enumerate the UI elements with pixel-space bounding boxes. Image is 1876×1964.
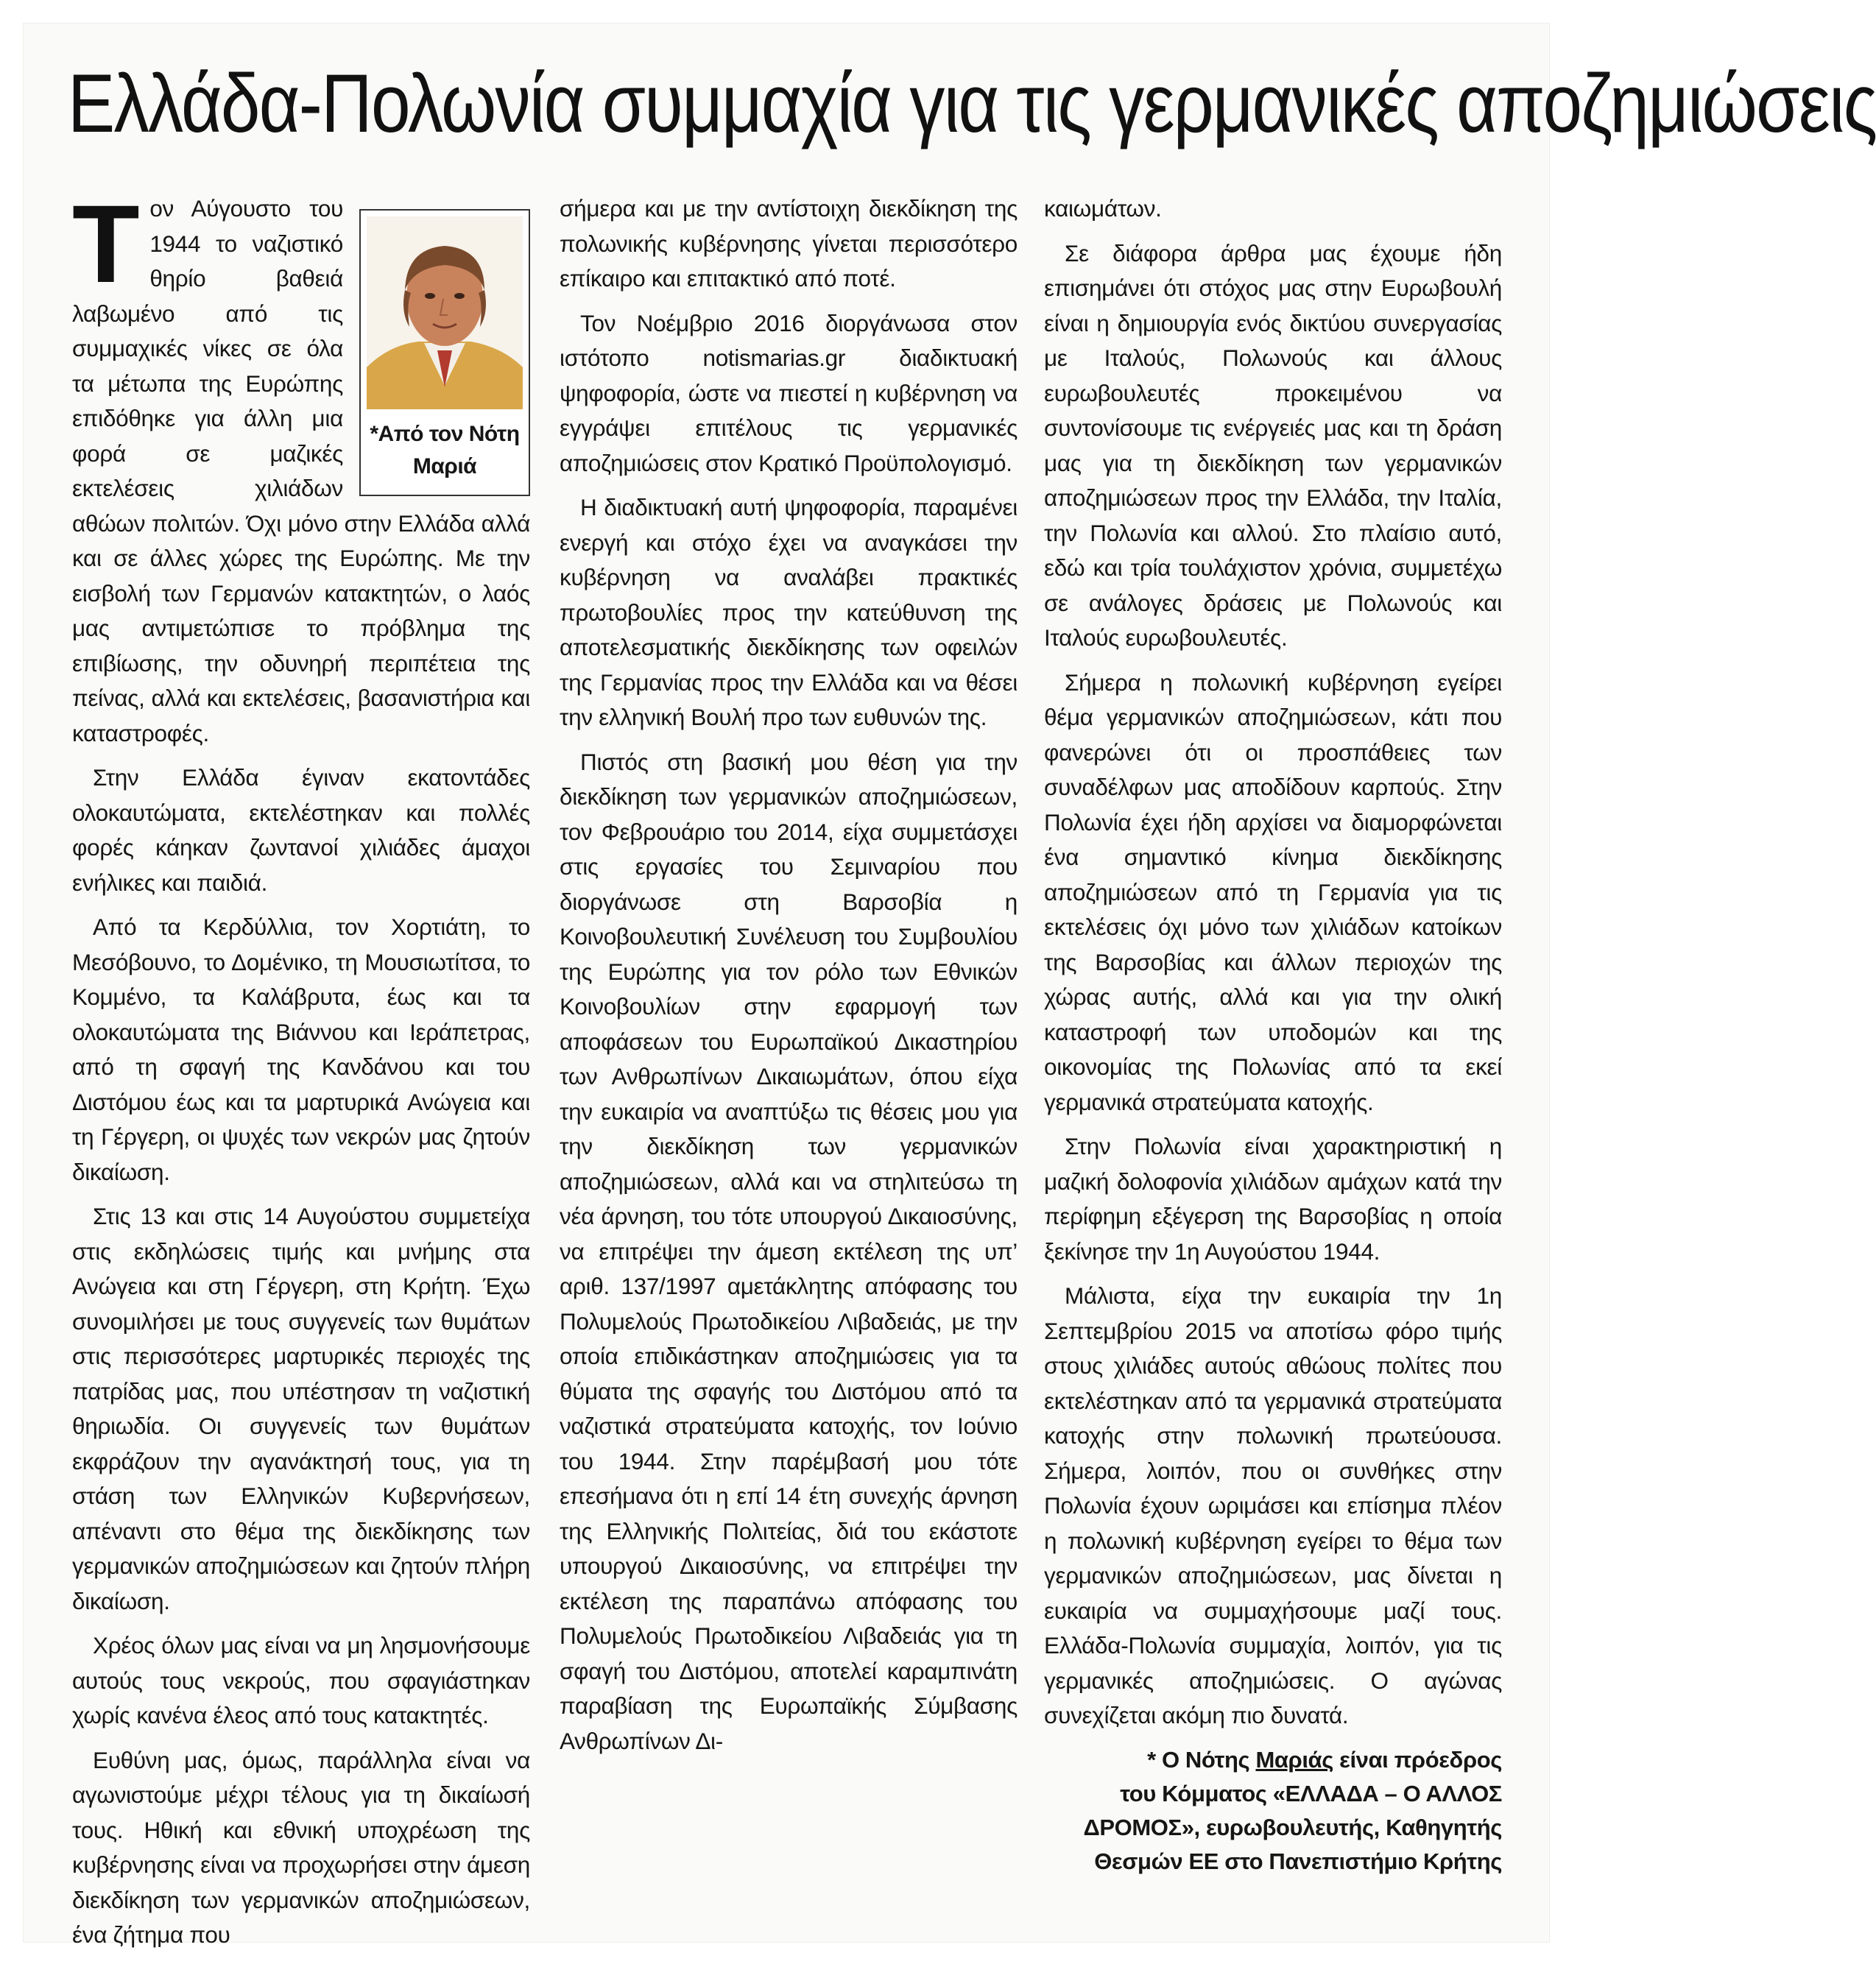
headline: Ελλάδα-Πολωνία συμμαχία για τις γερμανικές αποζημιώσεις — [68, 57, 1876, 149]
photo-caption-line-1: *Από τον Νότη — [370, 422, 520, 446]
paragraph-4: Στις 13 και στις 14 Αυγούστου συμμετείχα στις εκδηλώσεις τιμής και μνήμης στα Ανώγεια και στη Γέργερη, στη Κρήτη. Έχω συνομιλήσει με τους συγγενείς των θυμάτων στις περισσότερες μαρτυρικές περιοχές της πατρίδας μας, που υπέστησαν τη ναζιστική θηριωδία. Οι συγγενείς των θυμάτων εκφράζουν την αγανάκτησή τους, για τη στάση των Ελληνικών Κυβερνήσεων, απέναντι στο θέμα της διεκδίκησης των γερμανικών αποζημιώσεων και ζητούν πλήρη δικαίωση. — [72, 1203, 530, 1614]
column-3 — [1044, 191, 1502, 1879]
newspaper-page — [24, 24, 1876, 1948]
column-2 — [560, 191, 1018, 1768]
author-photo-box — [359, 209, 530, 496]
author-bio — [1044, 1743, 1502, 1879]
bio-line-2: του Κόμματος «ΕΛΛΑΔΑ – Ο ΑΛΛΟΣ — [1120, 1780, 1502, 1806]
paragraph-13: Μάλιστα, είχα την ευκαιρία την 1η Σεπτεμβρίου 2015 να αποτίσω φόρο τιμής στους χιλιάδες αυτούς αθώους πολίτες που εκτελέστηκαν από τα γερμανικά στρατεύματα κατοχής στην πολωνική πρωτεύουσα. Σήμερα, λοιπόν, που οι συνθήκες στην Πολωνία έχουν ωριμάσει και επίσημα πλέον η πολωνική κυβέρνηση εγείρει το θέμα των γερμανικών αποζημιώσεων, μας δίνεται η ευκαιρία να συμμαχήσουμε μαζί τους. Ελλάδα-Πολωνία συμμαχία, λοιπόν, για τις γερμανικές αποζημιώσεις. Ο αγώνας συνεχίζεται ακόμη πιο δυνατά. — [1044, 1282, 1502, 1728]
paragraph-6-end: σήμερα και με την αντίστοιχη διεκδίκηση της πολωνικής κυβέρνησης γίνεται περισσότερο επίκαιρο και επιτακτικό από ποτέ. — [560, 195, 1018, 292]
paragraph-8: Η διαδικτυακή αυτή ψηφοφορία, παραμένει ενεργή και στόχο έχει να αναγκάσει την κυβέρνηση να αναλάβει πρακτικές πρωτοβουλίες προς την κατεύθυνση της αποτελεσματικής διεκδίκησης των οφειλών της Γερμανίας προς την Ελλάδα και να θέσει την ελληνική Βουλή προ των ευθυνών της. — [560, 494, 1018, 730]
paragraph-9-start: Πιστός στη βασική μου θέση για την διεκδίκηση των γερμανικών αποζημιώσεων, τον Φεβρουάριο του 2014, είχα συμμετάσχει στις εργασίες του Σεμιναρίου που διοργάνωσε στη Βαρσοβία η Κοινοβουλευτική Συνέλευση του Συμβουλίου της Ευρώπης για τον ρόλο των Εθνικών Κοινοβουλίων στην εφαρμογή των αποφάσεων του Ευρωπαϊκού Δικαστηρίου των Ανθρωπίνων Δικαιωμάτων, όπου είχα την ευκαιρία να αναπτύξω τις θέσεις μου για την διεκδίκηση των γερμανικών αποζημιώσεων, αλλά και να στηλιτεύσω τη νέα άρνηση, του τότε υπουργού Δικαιοσύνης, να επιτρέψει την άμεση εκτέλεση της υπ’ αριθ. 137/1997 αμετάκλητης απόφασης του Πολυμελούς Πρωτοδικείου Λιβαδειάς, με την οποία επιδικάστηκαν αποζημιώσεις για τα θύματα της σφαγής του Διστόμου από τα ναζιστικά στρατεύματα κατοχής, τον Ιούνιο του 1944. Στην παρέμβασή μου τότε επεσήμανα ότι η επί 14 έτη συνεχής άρνηση της Ελληνικής Πολιτείας, διά του εκάστοτε υπουργού Δικαιοσύνης, να επιτρέψει την εκτέλεση της παραπάνω απόφασης του Πολυμελούς Πρωτοδικείου Λιβαδειάς για τη σφαγή του Διστόμου, αποτελεί καραμπινάτη παραβίαση της Ευρωπαϊκής Σύμβασης Ανθρωπίνων Δι- — [560, 748, 1018, 1754]
paragraph-9-end: καιωμάτων. — [1044, 195, 1162, 222]
bio-line-1 — [1044, 1743, 1502, 1777]
paragraph-2: Στην Ελλάδα έγιναν εκατοντάδες ολοκαυτώματα, εκτελέστηκαν και πολλές φορές κάηκαν ζωντανοί χιλιάδες άμαχοι ενήλικες και παιδιά. — [72, 764, 530, 896]
bio-line-3: ΔΡΟΜΟΣ», ευρωβουλευτής, Καθηγητής — [1083, 1814, 1502, 1840]
paragraph-10: Σε διάφορα άρθρα μας έχουμε ήδη επισημάνει ότι στόχος μας στην Ευρωβουλή είναι η δημιουργία ενός δικτύου συνεργασίας με Ιταλούς, Πολωνούς και άλλους ευρωβουλευτές προκειμένου να συντονίσουμε τις ενέργειές μας και τη δράση μας για τη διεκδίκηση των γερμανικών αποζημιώσεων προς την Ελλάδα, την Ιταλία, την Πολωνία και αλλού. Στο πλαίσιο αυτό, εδώ και τρία τουλάχιστον χρόνια, συμμετέχω σε ανάλογες δράσεις με Πολωνούς και Ιταλούς ευρωβουλευτές. — [1044, 239, 1502, 651]
photo-caption-line-2: Μαριά — [412, 454, 477, 478]
photo-caption — [367, 418, 523, 483]
paragraph-12: Στην Πολωνία είναι χαρακτηριστική η μαζική δολοφονία χιλιάδων αμάχων κατά την περίφημη εξέγερση της Βαρσοβίας η οποία ξεκίνησε την 1η Αυγούστου 1944. — [1044, 1133, 1502, 1265]
paragraph-6-start: Ευθύνη μας, όμως, παράλληλα είναι να αγωνιστούμε μέχρι τέλους για τη δικαίωσή τους. Ηθική και εθνική υποχρέωση της κυβέρνησης είναι να προχωρήσει στην άμεση διεκδίκηση των γερμανικών αποζημιώσεων, ένα ζήτημα που — [72, 1746, 530, 1948]
author-portrait-image — [367, 216, 523, 409]
paragraph-1-text: ον Αύγουστο του 1944 το ναζιστικό θηρίο βαθειά λαβωμένο από τις συμμαχικές νίκες σε όλα τα μέτωπα της Ευρώπης επιδόθηκε για άλλη μια φορά σε μαζικές εκτελέσεις χιλιάδων αθώων πολιτών. Όχι μόνο στην Ελλάδα αλλά και σε άλλες χώρες της Ευρώπης. Με την εισβολή των Γερμανών κατακτητών, ο λαός μας αντιμετώπισε το πρόβλημα της επιβίωσης, την οδυνηρή περιπέτεια της πείνας, αλλά και εκτελέσεις, βασανιστήρια και καταστροφές. — [72, 195, 530, 746]
author-photo — [367, 216, 523, 409]
paragraph-5: Χρέος όλων μας είναι να μη λησμονήσουμε αυτούς τους νεκρούς, που σφαγιάστηκαν χωρίς κανένα έλεος από τους κατακτητές. — [72, 1632, 530, 1728]
paragraph-7: Τον Νοέμβριο 2016 διοργάνωσα στον ιστότοπο notismarias.gr διαδικτυακή ψηφοφορία, ώστε να πιεστεί η κυβέρνηση να εγγράψει επιτέλους τις γερμανικές αποζημιώσεις στον Κρατικό Προϋπολογισμό. — [560, 309, 1018, 476]
bio-line-4: Θεσμών ΕΕ στο Πανεπιστήμιο Κρήτης — [1094, 1848, 1502, 1874]
dropcap-letter: Τ — [72, 182, 140, 305]
paragraph-3: Από τα Κερδύλλια, τον Χορτιάτη, το Μεσόβουνο, το Δομένικο, τη Μουσιωτίτσα, το Κομμένο, τα Καλάβρυτα, έως και τα ολοκαυτώματα της Βιάννου και Ιεράπετρας, από τη σφαγή της Κανδάνου και του Διστόμου έως και τα μαρτυρικά Ανώγεια και τη Γέργερη, οι ψυχές των νεκρών μας ζητούν δικαίωση. — [72, 914, 530, 1185]
bio-line-1-suffix: είναι πρόεδρος — [1339, 1746, 1502, 1773]
column-1 — [72, 182, 530, 1963]
bio-line-1-prefix: * Ο Νότης — [1147, 1746, 1250, 1773]
bio-author-name: Μαριάς — [1255, 1746, 1333, 1773]
paragraph-11: Σήμερα η πολωνική κυβέρνηση εγείρει θέμα γερμανικών αποζημιώσεων, κάτι που φανερώνει ότι οι προσπάθειες των συναδέλφων μας αποδίδουν καρπούς. Στην Πολωνία έχει ήδη αρχίσει να διαμορφώνεται ένα σημαντικό κίνημα διεκδίκησης αποζημιώσεων από τη Γερμανία για τις εκτελέσεις όχι μόνο των χιλιάδων κατοίκων της Βαρσοβίας και άλλων περιοχών της χώρας αυτής, αλλά και για την ολική καταστροφή των υποδομών και της οικονομίας της Πολωνίας από τα εκεί γερμανικά στρατεύματα κατοχής. — [1044, 668, 1502, 1115]
